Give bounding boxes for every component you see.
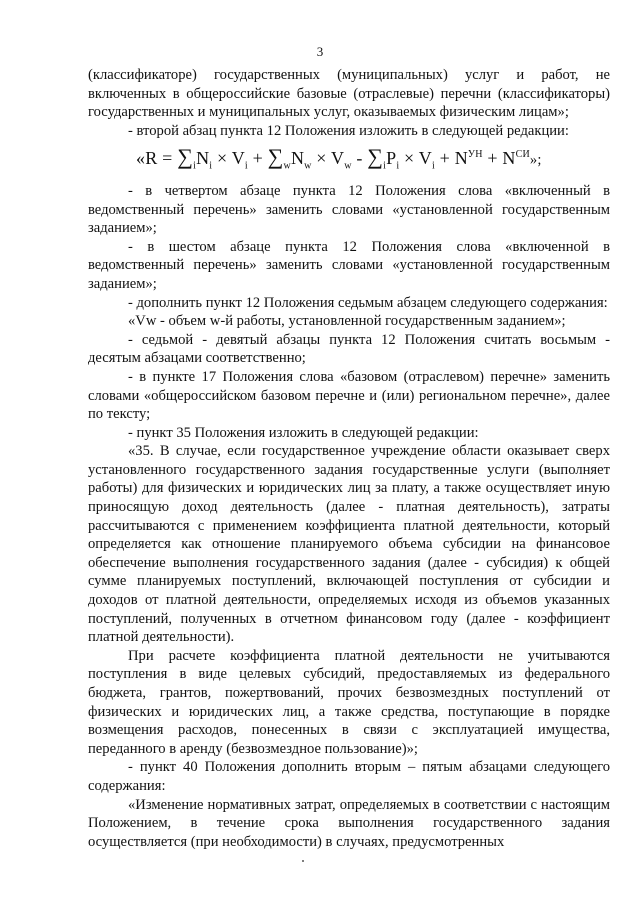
times-2: × — [311, 148, 332, 169]
sub-i-5: i — [396, 160, 400, 172]
paragraph-2: - второй абзац пункта 12 Положения изложить в следующей редакции: — [128, 122, 569, 139]
plus-2: + — [434, 148, 455, 169]
paragraph-3: - в четвертом абзаце пункта 12 Положения слова «включенный в ведомственный перечень» заменить словами «установленной государственным заданием»; — [88, 182, 610, 237]
sub-w-1: w — [283, 160, 291, 172]
paragraph-13: «Изменение нормативных затрат, определяемых в соответствии с настоящим Положением, в течение срока выполнения государственного задания осуществляется (при необходимости) в случаях, предусмотренных — [88, 796, 610, 850]
formula-v-1: V — [231, 148, 245, 169]
paragraph-11: При расчете коэффициента платной деятельности не учитываются поступления в виде целевых субсидий, предоставляемых из федерального бюджета, грантов, пожертвований, прочих безвозмездных поступлений от физических и юридических лиц, а также средства, поступающие в порядке возмещения расходов, понесенных в связи с эксплуатацией имущества, переданного в аренду (безвозмездное пользование)»; — [88, 647, 610, 757]
paragraph-1: (классификаторе) государственных (муниципальных) услуг и работ, не включенных в общероссийские базовые (отраслевые) перечни (классификаторы) государственных и муниципальных услуг, оказываемых физическим лицам»; — [88, 67, 610, 121]
paragraph-9: - пункт 35 Положения изложить в следующей редакции: — [128, 424, 479, 441]
formula-n-un: N — [454, 148, 468, 169]
formula-equals: = — [157, 148, 178, 169]
formula-close-quote: »; — [529, 152, 542, 169]
paragraph-10: «35. В случае, если государственное учреждение области оказывает сверх установленного государственного задания государственные услуги (выполняет работы) для физических и юридических лиц за плату, а также осуществляет иную приносящую доход деятельность (далее - платная деятельность), затраты рассчитываются с применением коэффициента платной деятельности, который определяется как отношение планируемого объема субсидии на финансовое обеспечение выполнения государственного задания (далее - субсидия) к общей сумме планируемых поступлений, включающей поступления от субсидии и доходов от платной деятельности, определяемых исходя из объемов указанных поступлений, полученных в отчетном финансовом году (далее - коэффициент платной деятельности). — [88, 443, 610, 646]
sub-i-4: i — [383, 160, 387, 172]
sub-i-2: i — [209, 160, 213, 172]
document-body — [88, 66, 610, 851]
sub-i-3: i — [244, 160, 248, 172]
paragraph-6: «Vw - объем w-й работы, установленной государственным заданием»; — [128, 313, 566, 330]
sub-w-2: w — [304, 160, 312, 172]
sub-i-6: i — [431, 160, 435, 172]
sub-i-1: i — [193, 160, 197, 172]
formula-r-symbol: R — [145, 148, 158, 169]
sum-sign-1: ∑ — [177, 144, 194, 170]
plus-1: + — [247, 148, 268, 169]
scan-dot — [302, 860, 304, 862]
formula-v-2: V — [418, 148, 432, 169]
formula-n-w: N — [290, 148, 305, 169]
sup-un: УН — [467, 149, 483, 161]
paragraph-4: - в шестом абзаце пункта 12 Положения слова «включенной в ведомственный перечень» заменить словами «установленной государственным заданием»; — [88, 238, 610, 292]
sum-sign-3: ∑ — [367, 144, 384, 170]
paragraph-12: - пункт 40 Положения дополнить вторым – пятым абзацами следующего содержания: — [88, 759, 610, 794]
times-1: × — [212, 148, 232, 169]
formula-v-w: V — [331, 148, 345, 169]
paragraph-7: - седьмой - девятый абзацы пункта 12 Положения считать восьмым - десятым абзацами соответственно; — [88, 331, 610, 367]
formula-n-si: N — [502, 148, 516, 169]
sup-si: СИ — [515, 149, 530, 161]
page-number: 3 — [316, 44, 324, 59]
paragraph-5: - дополнить пункт 12 Положения седьмым абзацем следующего содержания: — [128, 294, 608, 311]
minus-1: - — [351, 148, 368, 169]
plus-3: + — [482, 148, 503, 169]
formula-p: P — [386, 148, 397, 169]
formula-n: N — [196, 148, 210, 169]
sub-w-3: w — [344, 160, 352, 172]
times-3: × — [399, 148, 419, 169]
formula-open-quote: « — [136, 148, 146, 169]
formula-r — [88, 142, 610, 180]
sum-sign-2: ∑ — [267, 144, 284, 170]
paragraph-8: - в пункте 17 Положения слова «базовом (отраслевом) перечне» заменить словами «общероссийском базовом перечне и (или) региональном перечне», далее по тексту; — [88, 368, 610, 423]
